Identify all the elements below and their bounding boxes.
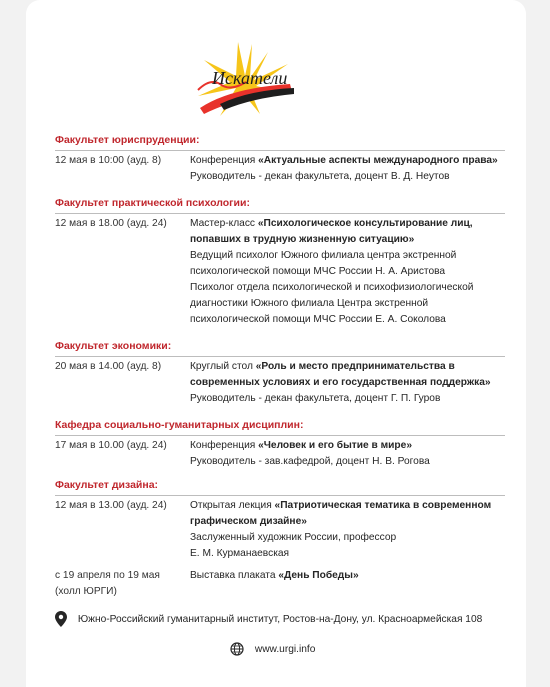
event-line bbox=[190, 153, 520, 169]
event-title: «Роль и место предпринимательства в bbox=[255, 361, 455, 372]
event-date bbox=[55, 438, 167, 454]
website-link[interactable]: www.urgi.info bbox=[254, 643, 316, 655]
event-line bbox=[190, 264, 520, 280]
event-title: попавших в трудную жизненную ситуацию» bbox=[190, 234, 415, 245]
event-line bbox=[190, 359, 520, 375]
section-divider bbox=[55, 213, 505, 214]
event-text: Руководитель - декан факультета, доцент Г. П. Гуров bbox=[190, 393, 441, 404]
event-date-line: 20 мая в 14.00 (ауд. 8) bbox=[55, 361, 162, 372]
event-text: Конференция bbox=[190, 155, 259, 166]
event-line bbox=[190, 169, 520, 185]
event-text: Круглый стол bbox=[190, 361, 256, 372]
event-description bbox=[190, 568, 520, 584]
event-date bbox=[55, 359, 161, 375]
globe-icon bbox=[230, 642, 244, 656]
event-text: Руководитель - зав.кафедрой, доцент Н. В. Рогова bbox=[190, 456, 430, 467]
event-date bbox=[55, 153, 161, 169]
event-text: Психолог отдела психологической и психофизиологической bbox=[190, 282, 474, 293]
event-line bbox=[190, 375, 520, 391]
event-text: психологической помощи МЧС России Е. А. Соколова bbox=[190, 314, 446, 325]
event-line bbox=[190, 514, 520, 530]
event-description bbox=[190, 359, 520, 407]
event-date bbox=[55, 216, 167, 232]
section-divider bbox=[55, 435, 505, 436]
event-line bbox=[190, 498, 520, 514]
event-line bbox=[190, 530, 520, 546]
event-date-line: (холл ЮРГИ) bbox=[55, 586, 117, 597]
website-row[interactable] bbox=[230, 642, 315, 656]
section-title: Факультет юриспруденции: bbox=[55, 134, 200, 146]
event-text: психологической помощи МЧС России Н. А. Аристова bbox=[190, 266, 446, 277]
event-date-line: 17 мая в 10.00 (ауд. 24) bbox=[55, 440, 167, 451]
event-date-line: с 19 апреля по 19 мая bbox=[55, 570, 160, 581]
event-text: Мастер-класс bbox=[190, 218, 258, 229]
event-date-line: 12 мая в 18.00 (ауд. 24) bbox=[55, 218, 167, 229]
event-description bbox=[190, 216, 520, 328]
event-line bbox=[190, 280, 520, 296]
event-line bbox=[190, 568, 520, 584]
event-line bbox=[190, 248, 520, 264]
event-description bbox=[190, 498, 520, 562]
event-date bbox=[55, 498, 167, 514]
event-title: «Актуальные аспекты международного права» bbox=[258, 155, 498, 166]
section-divider bbox=[55, 495, 505, 496]
section-title: Кафедра социально-гуманитарных дисциплин: bbox=[55, 419, 304, 431]
section-title: Факультет экономики: bbox=[55, 340, 172, 352]
section-title: Факультет дизайна: bbox=[55, 479, 159, 491]
event-text: Ведущий психолог Южного филиала центра экстренной bbox=[190, 250, 457, 261]
event-title: современных условиях и его государственная поддержка» bbox=[190, 377, 491, 388]
event-description bbox=[190, 438, 520, 470]
event-line bbox=[190, 312, 520, 328]
logo-iskateli bbox=[190, 38, 300, 120]
address-row bbox=[55, 611, 482, 627]
event-title: «Патриотическая тематика в современном bbox=[274, 500, 492, 511]
section-divider bbox=[55, 356, 505, 357]
event-text: Выставка плаката bbox=[190, 570, 279, 581]
section-title: Факультет практической психологии: bbox=[55, 197, 250, 209]
event-date-line: 12 мая в 13.00 (ауд. 24) bbox=[55, 500, 167, 511]
event-line bbox=[190, 438, 520, 454]
event-text: Открытая лекция bbox=[190, 500, 275, 511]
event-line bbox=[190, 216, 520, 232]
event-date bbox=[55, 568, 160, 600]
logo-text: Искатели bbox=[212, 68, 288, 88]
section-divider bbox=[55, 150, 505, 151]
event-title: графическом дизайне» bbox=[190, 516, 307, 527]
event-line bbox=[190, 546, 520, 562]
address-text: Южно-Российский гуманитарный институт, Ростов-на-Дону, ул. Красноармейская 108 bbox=[77, 613, 483, 625]
event-title: «День Победы» bbox=[278, 570, 359, 581]
event-line bbox=[190, 391, 520, 407]
event-line bbox=[190, 296, 520, 312]
event-title: «Психологическое консультирование лиц, bbox=[257, 218, 473, 229]
event-date-line: 12 мая в 10:00 (ауд. 8) bbox=[55, 155, 162, 166]
event-text: Конференция bbox=[190, 440, 259, 451]
event-line bbox=[190, 454, 520, 470]
event-line bbox=[190, 232, 520, 248]
event-text: Заслуженный художник России, профессор bbox=[190, 532, 397, 543]
event-description bbox=[190, 153, 520, 185]
event-title: «Человек и его бытие в мире» bbox=[258, 440, 412, 451]
location-pin-icon bbox=[55, 611, 67, 627]
event-text: Е. М. Курманаевская bbox=[190, 548, 290, 559]
event-text: Руководитель - декан факультета, доцент В. Д. Неутов bbox=[190, 171, 450, 182]
event-text: диагностики Южного филиала Центра экстренной bbox=[190, 298, 429, 309]
